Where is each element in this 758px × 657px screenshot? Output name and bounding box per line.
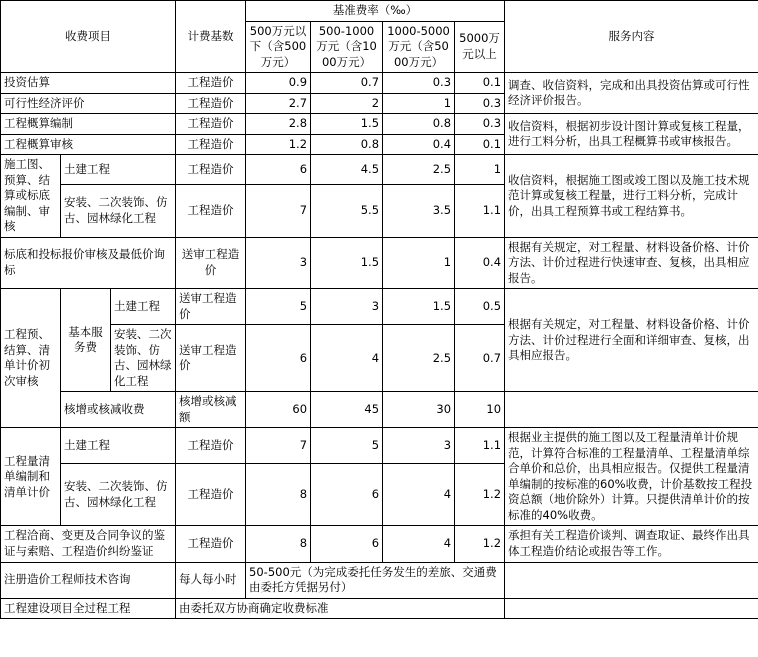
row-name: 投资估算 [1,73,176,94]
row-rate-2: 1.5 [311,237,383,289]
header-rate-col-3: 1000-5000万元（含5000万元） [383,21,455,73]
row-rate-1: 8 [246,463,311,526]
row-sub-name: 安装、二次装饰、仿古、园林绿化工程 [61,463,176,526]
row-rate-3: 30 [383,392,455,428]
table-row [1,155,758,185]
row-rate-3: 0.3 [383,73,455,94]
row-rate-4: 0.3 [455,93,505,114]
row-rate-2: 3 [311,289,383,325]
row-rate-2: 0.8 [311,134,383,155]
row-base: 每人每小时 [176,562,246,598]
row-rate-4: 10 [455,392,505,428]
row-content: 根据业主提供的施工图以及工程量清单计价规范，计算符合标准的工程量清单、工程量清单综合单价和总价，出具相应报告。仅提供工程量清单编制的按标准的60%收费，计价基数按工程投资总额（地价除外）计算。只提供清单计价的按标准的40%收费。 [505,428,758,526]
row-rate-4: 0.5 [455,289,505,325]
row-rate-3: 1.5 [383,289,455,325]
table-row [1,73,758,94]
row-sub-name: 安装、二次装饰、仿古、园林绿化工程 [61,185,176,238]
row-name: 施工图、预算、结算或标底编制、审核 [1,155,61,238]
row-base: 工程造价 [176,428,246,464]
row-rate-1: 7 [246,185,311,238]
table-row [1,526,758,562]
row-rate-4: 0.3 [455,114,505,135]
row-rate-3: 0.4 [383,134,455,155]
row-name: 注册造价工程师技术咨询 [1,562,176,598]
header-rate-col-4: 5000万元以上 [455,21,505,73]
header-rate-col-1: 500万元以下（含500万元） [246,21,311,73]
row-base: 工程造价 [176,134,246,155]
row-rate-4: 0.7 [455,325,505,392]
row-rate-3: 1 [383,93,455,114]
row-content: 根据有关规定，对工程量、材料设备价格、计价方法、计价过程进行快速审查、复核，出具相应报告。 [505,237,758,289]
row-note: 由委托双方协商确定收费标准 [176,598,505,619]
row-rate-2: 4 [311,325,383,392]
table-row [1,289,758,325]
row-rate-2: 5 [311,428,383,464]
row-rate-4: 0.1 [455,134,505,155]
table-row [1,114,758,135]
row-base: 工程造价 [176,114,246,135]
row-name: 工程概算审核 [1,134,176,155]
row-rate-1: 6 [246,325,311,392]
row-content [505,562,758,598]
row-content: 收信资料，根据施工图或竣工图以及施工技术规范计算或复核工程量，进行工料分析，完成计价，出具工程预算书或工程结算书。 [505,155,758,238]
table-row [1,237,758,289]
row-rate-2: 4.5 [311,155,383,185]
row-base: 工程造价 [176,93,246,114]
row-base: 工程造价 [176,155,246,185]
row-content [505,392,758,428]
row-rate-4: 1.2 [455,463,505,526]
row-name: 工程洽商、变更及合同争议的鉴证与索赔、工程造价纠纷鉴证 [1,526,176,562]
row-rate-2: 0.7 [311,73,383,94]
row-content [505,598,758,619]
row-base: 送审工程造价 [176,289,246,325]
row-rate-1: 7 [246,428,311,464]
row-rate-2: 5.5 [311,185,383,238]
row-rate-1: 0.9 [246,73,311,94]
row-group-name: 基本服务费 [61,289,111,392]
header-rate-group: 基准费率（‰） [246,1,505,22]
row-rate-2: 2 [311,93,383,114]
row-base: 核增或核减额 [176,392,246,428]
row-rate-4: 1.2 [455,526,505,562]
row-name: 可行性经济评价 [1,93,176,114]
row-base: 工程造价 [176,73,246,94]
row-base: 送审工程造价 [176,325,246,392]
row-rate-1: 3 [246,237,311,289]
row-rate-3: 2.5 [383,325,455,392]
row-rate-1: 6 [246,155,311,185]
row-name: 工程预、结算、清单计价初次审核 [1,289,61,428]
table-row [1,562,758,598]
table-row [1,392,758,428]
row-base: 工程造价 [176,185,246,238]
row-rate-4: 1 [455,155,505,185]
row-content: 调查、收信资料，完成和出具投资估算或可行性经济评价报告。 [505,73,758,114]
row-sub-name: 安装、二次装饰、仿古、园林绿化工程 [111,325,176,392]
row-base: 工程造价 [176,463,246,526]
row-rate-2: 45 [311,392,383,428]
row-name: 工程建设项目全过程工程 [1,598,176,619]
row-sub-name: 土建工程 [111,289,176,325]
row-sub-name: 土建工程 [61,428,176,464]
row-name: 工程概算编制 [1,114,176,135]
row-rate-4: 1.1 [455,428,505,464]
row-name: 工程量清单编制和清单计价 [1,428,61,526]
row-note: 50-500元（为完成委托任务发生的差旅、交通费由委托方凭据另付） [246,562,505,598]
row-rate-1: 2.7 [246,93,311,114]
row-rate-2: 6 [311,526,383,562]
table-row [1,428,758,464]
row-rate-1: 2.8 [246,114,311,135]
header-content: 服务内容 [505,1,758,73]
row-name: 标底和投标报价审核及最低价询标 [1,237,176,289]
row-rate-1: 5 [246,289,311,325]
row-rate-3: 0.8 [383,114,455,135]
row-rate-1: 8 [246,526,311,562]
row-rate-4: 0.1 [455,73,505,94]
row-rate-3: 4 [383,463,455,526]
row-rate-1: 1.2 [246,134,311,155]
row-rate-3: 3.5 [383,185,455,238]
row-rate-3: 4 [383,526,455,562]
row-rate-2: 6 [311,463,383,526]
row-content: 承担有关工程造价谈判、调查取证、最终作出具体工程造价结论或报告等工作。 [505,526,758,562]
row-content: 收信资料，根据初步设计图计算或复核工程量，进行工料分析，出具工程概算书或审核报告。 [505,114,758,155]
header-item: 收费项目 [1,1,176,73]
row-rate-2: 1.5 [311,114,383,135]
row-rate-4: 1.1 [455,185,505,238]
row-sub-name: 土建工程 [61,155,176,185]
header-base: 计费基数 [176,1,246,73]
row-rate-4: 0.4 [455,237,505,289]
row-rate-3: 1 [383,237,455,289]
table-row [1,598,758,619]
row-rate-3: 2.5 [383,155,455,185]
row-base: 送审工程造价 [176,237,246,289]
row-base: 工程造价 [176,526,246,562]
row-rate-3: 3 [383,428,455,464]
table-header-row [1,1,758,22]
row-sub-name: 核增或核减收费 [61,392,176,428]
row-content: 根据有关规定，对工程量、材料设备价格、计价方法、计价过程进行全面和详细审查、复核，出具相应报告。 [505,289,758,392]
header-rate-col-2: 500-1000万元（含1000万元） [311,21,383,73]
row-rate-1: 60 [246,392,311,428]
